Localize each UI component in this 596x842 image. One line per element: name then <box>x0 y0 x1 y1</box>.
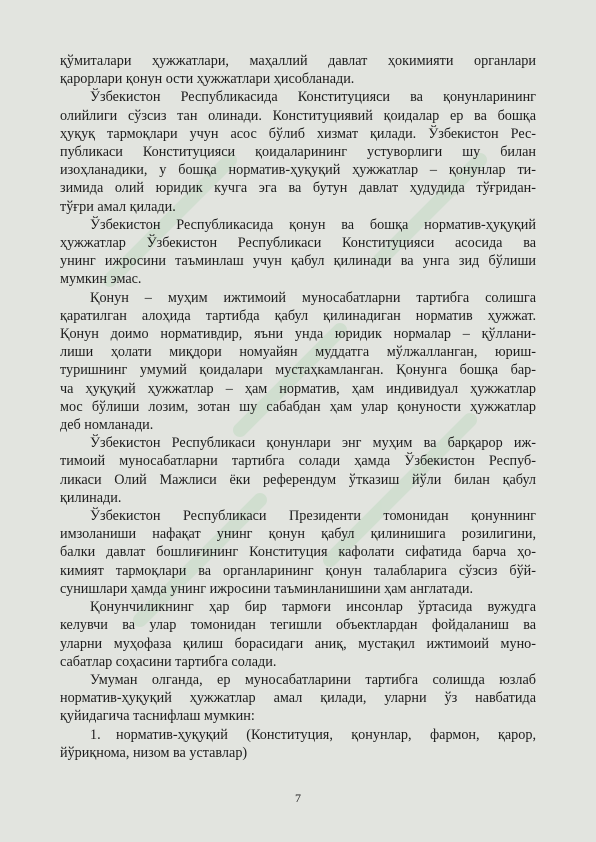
text-line: тўғри амал қилади. <box>60 198 176 215</box>
text-line: ҳуқуқ тармоқлари учун асос бўлиб хизмат қилади. Ўзбекистон Рес- <box>60 125 536 142</box>
list-item-number: 1. <box>90 726 101 743</box>
text-line: зимида олий юридик кучга эга ва бутун давлат ҳудудида тўғридан- <box>60 180 536 197</box>
text-line: сунишлари ҳамда унинг ижросини таъминланишини ҳам англатади. <box>60 580 474 597</box>
list-item <box>60 726 536 744</box>
text-line: Қонунчиликнинг ҳар бир тармоғи инсонлар ўртасида вужудга <box>90 599 536 616</box>
text-line: Ўзбекистон Республикасида Конституцияси ва қонунларининг <box>90 89 536 106</box>
text-line: қарорлари қонун ости ҳужжатлари ҳисобланади. <box>60 71 355 88</box>
list-item-text: норматив-ҳуқуқий (Конституция, қонунлар, фармон, қарор, <box>116 726 536 743</box>
text-line: уларни муҳофаза қилиш борасидаги аниқ, мустақил ижтимоий муно- <box>60 635 536 652</box>
text-line: ча ҳуқуқий ҳужжатлар – ҳам норматив, ҳам индивидуал ҳужжатлар <box>60 380 536 397</box>
text-line: имзоланиши нафақат унинг қонун қабул қилинишига розилигини, <box>60 526 536 543</box>
text-line: изоҳланадики, у бошқа норматив-ҳуқуқий ҳужжатлар – қонунлар ти- <box>60 162 536 179</box>
text-line: унинг ижросини таъминлаш учун қабул қилинади ва унга зид бўлиши <box>60 253 536 270</box>
list-item-continuation: йўриқнома, низом ва уставлар) <box>60 744 248 761</box>
text-line: лиши ҳолати миқдори номуайян муддатга мўлжалланган, юриш- <box>60 344 536 361</box>
text-line: Умуман олганда, ер муносабатларини тартибга солишда юзлаб <box>90 671 536 688</box>
text-line: балки давлат бошлиғининг Конституция кафолати сифатида барча ҳо- <box>60 544 536 561</box>
text-line: ликаси Олий Мажлиси ёки референдум ўтказиш йўли билан қабул <box>60 471 536 488</box>
text-line: қаратилган алоҳида тартибда қабул қилинадиган норматив ҳужжат. <box>60 307 536 324</box>
text-line: Ўзбекистон Республикасида қонун ва бошқа норматив-ҳуқуқий <box>90 216 536 233</box>
text-line: Ўзбекистон Республикаси Президенти томонидан қонуннинг <box>90 508 536 525</box>
text-line: мумкин эмас. <box>60 271 142 288</box>
text-line: тимоий муносабатларни тартибга солади ҳамда Ўзбекистон Респуб- <box>60 453 536 470</box>
text-line: публикаси Конституцияси қоидаларининг устуворлиги шу билан <box>60 144 536 161</box>
text-line: Ўзбекистон Республикаси қонунлари энг муҳим ва барқарор иж- <box>90 435 536 452</box>
text-line: қўмиталари ҳужжатлари, маҳаллий давлат ҳокимияти органлари <box>60 53 536 69</box>
text-line: кимият тармоқлари ва органларининг қонун талабларига сўзсиз бўй- <box>60 562 536 579</box>
text-line: туришнинг умумий қоидалари мустаҳкамланган. Қонунга бошқа бар- <box>60 362 536 379</box>
text-line: Қонун доимо нормативдир, яъни унда юридик нормалар – қўллани- <box>60 326 536 343</box>
page-body <box>60 52 536 762</box>
text-line: олийлиги сўзсиз тан олинади. Конституциявий қоидалар ер ва бошқа <box>60 107 536 124</box>
text-line: сабатлар соҳасини тартибга солади. <box>60 653 277 670</box>
page-number: 7 <box>295 791 301 805</box>
text-line: қуйидагича таснифлаш мумкин: <box>60 708 255 725</box>
text-line: мос бўлиши лозим, зотан шу сабабдан ҳам улар қонуности ҳужжатлар <box>60 398 536 415</box>
text-line: ҳужжатлар Ўзбекистон Республикаси Конституцияси асосида ва <box>60 235 536 252</box>
text-line: Қонун – муҳим ижтимоий муносабатларни тартибга солишга <box>90 289 536 306</box>
text-line: қилинади. <box>60 489 122 506</box>
text-line: келувчи ва улар томонидан тегишли объектлардан фойдаланиш ва <box>60 617 536 634</box>
text-line: норматив-ҳуқуқий ҳужжатлар амал қилади, уларни ўз навбатида <box>60 690 536 707</box>
text-line: деб номланади. <box>60 417 154 434</box>
